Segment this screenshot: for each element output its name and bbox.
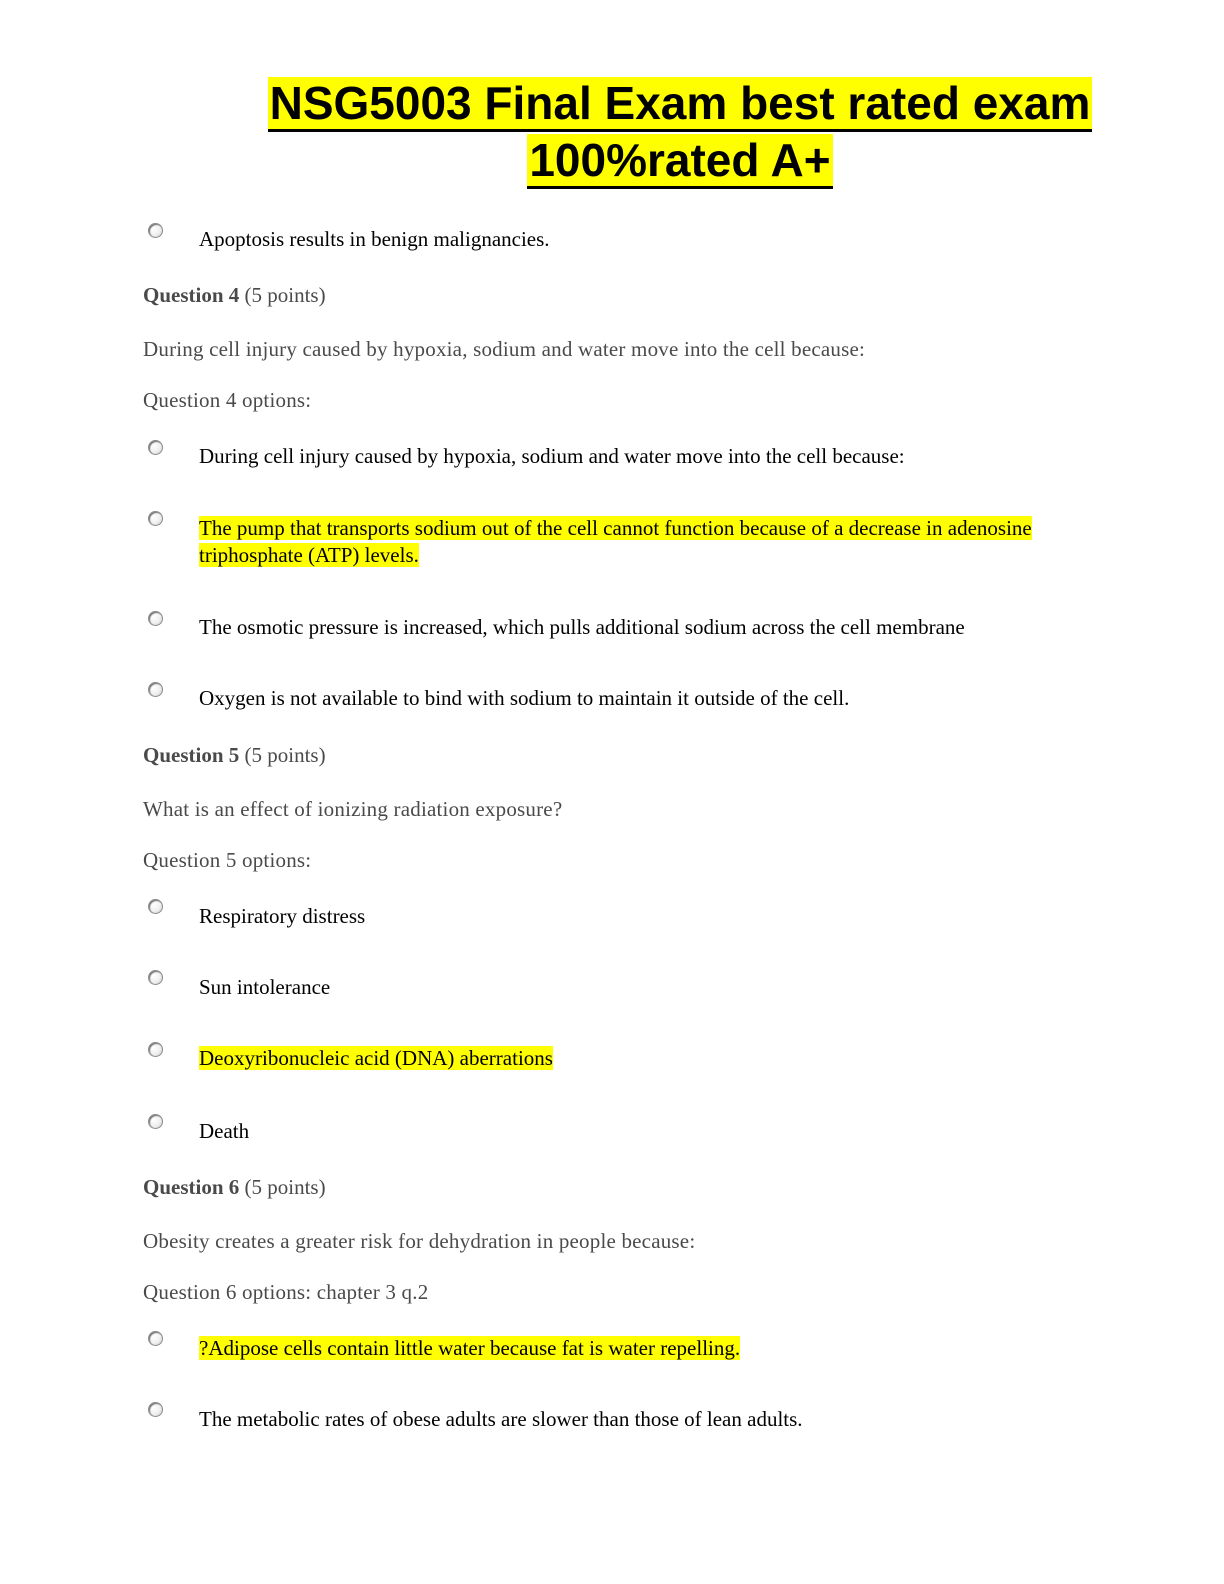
question-4-option-2: The pump that transports sodium out of the cell cannot function because of a decrease in adenosine triphosphate (ATP) levels. xyxy=(199,516,1032,567)
question-4-option-4: Oxygen is not available to bind with sodium to maintain it outside of the cell. xyxy=(199,686,850,710)
question-6-options-label: Question 6 options: chapter 3 q.2 xyxy=(143,1280,429,1304)
question-5-option-4: Death xyxy=(199,1119,250,1143)
question-4-options-label: Question 4 options: xyxy=(143,388,312,412)
question-4-header: Question 4 (5 points) xyxy=(143,283,326,307)
radio-button[interactable] xyxy=(148,511,163,526)
question-6-option-1: ?Adipose cells contain little water because fat is water repelling. xyxy=(199,1336,741,1360)
question-6-stem: Obesity creates a greater risk for dehydration in people because: xyxy=(143,1229,696,1253)
radio-button[interactable] xyxy=(148,970,163,985)
radio-button[interactable] xyxy=(148,1114,163,1129)
radio-button[interactable] xyxy=(148,1331,163,1346)
radio-button[interactable] xyxy=(148,223,163,238)
document-title-line-1: NSG5003 Final Exam best rated exam xyxy=(140,74,1220,132)
question-4-stem: During cell injury caused by hypoxia, sodium and water move into the cell because: xyxy=(143,337,866,361)
question-5-stem: What is an effect of ionizing radiation exposure? xyxy=(143,797,563,821)
question-5-option-2: Sun intolerance xyxy=(199,975,331,999)
question-5-option-1: Respiratory distress xyxy=(199,904,366,928)
question-4-option-3: The osmotic pressure is increased, which pulls additional sodium across the cell membrane xyxy=(199,615,965,639)
question-5-options-label: Question 5 options: xyxy=(143,848,312,872)
document-title-line-2: 100%rated A+ xyxy=(140,131,1220,189)
question-5-option-3: Deoxyribonucleic acid (DNA) aberrations xyxy=(199,1046,553,1070)
radio-button[interactable] xyxy=(148,440,163,455)
question-4-option-1: During cell injury caused by hypoxia, sodium and water move into the cell because: xyxy=(199,444,905,468)
option-text: Apoptosis results in benign malignancies. xyxy=(199,227,550,251)
radio-button[interactable] xyxy=(148,682,163,697)
radio-button[interactable] xyxy=(148,1042,163,1057)
question-5-header: Question 5 (5 points) xyxy=(143,743,326,767)
radio-button[interactable] xyxy=(148,899,163,914)
question-6-header: Question 6 (5 points) xyxy=(143,1175,326,1199)
question-6-option-2: The metabolic rates of obese adults are slower than those of lean adults. xyxy=(199,1407,803,1431)
radio-button[interactable] xyxy=(148,611,163,626)
radio-button[interactable] xyxy=(148,1402,163,1417)
